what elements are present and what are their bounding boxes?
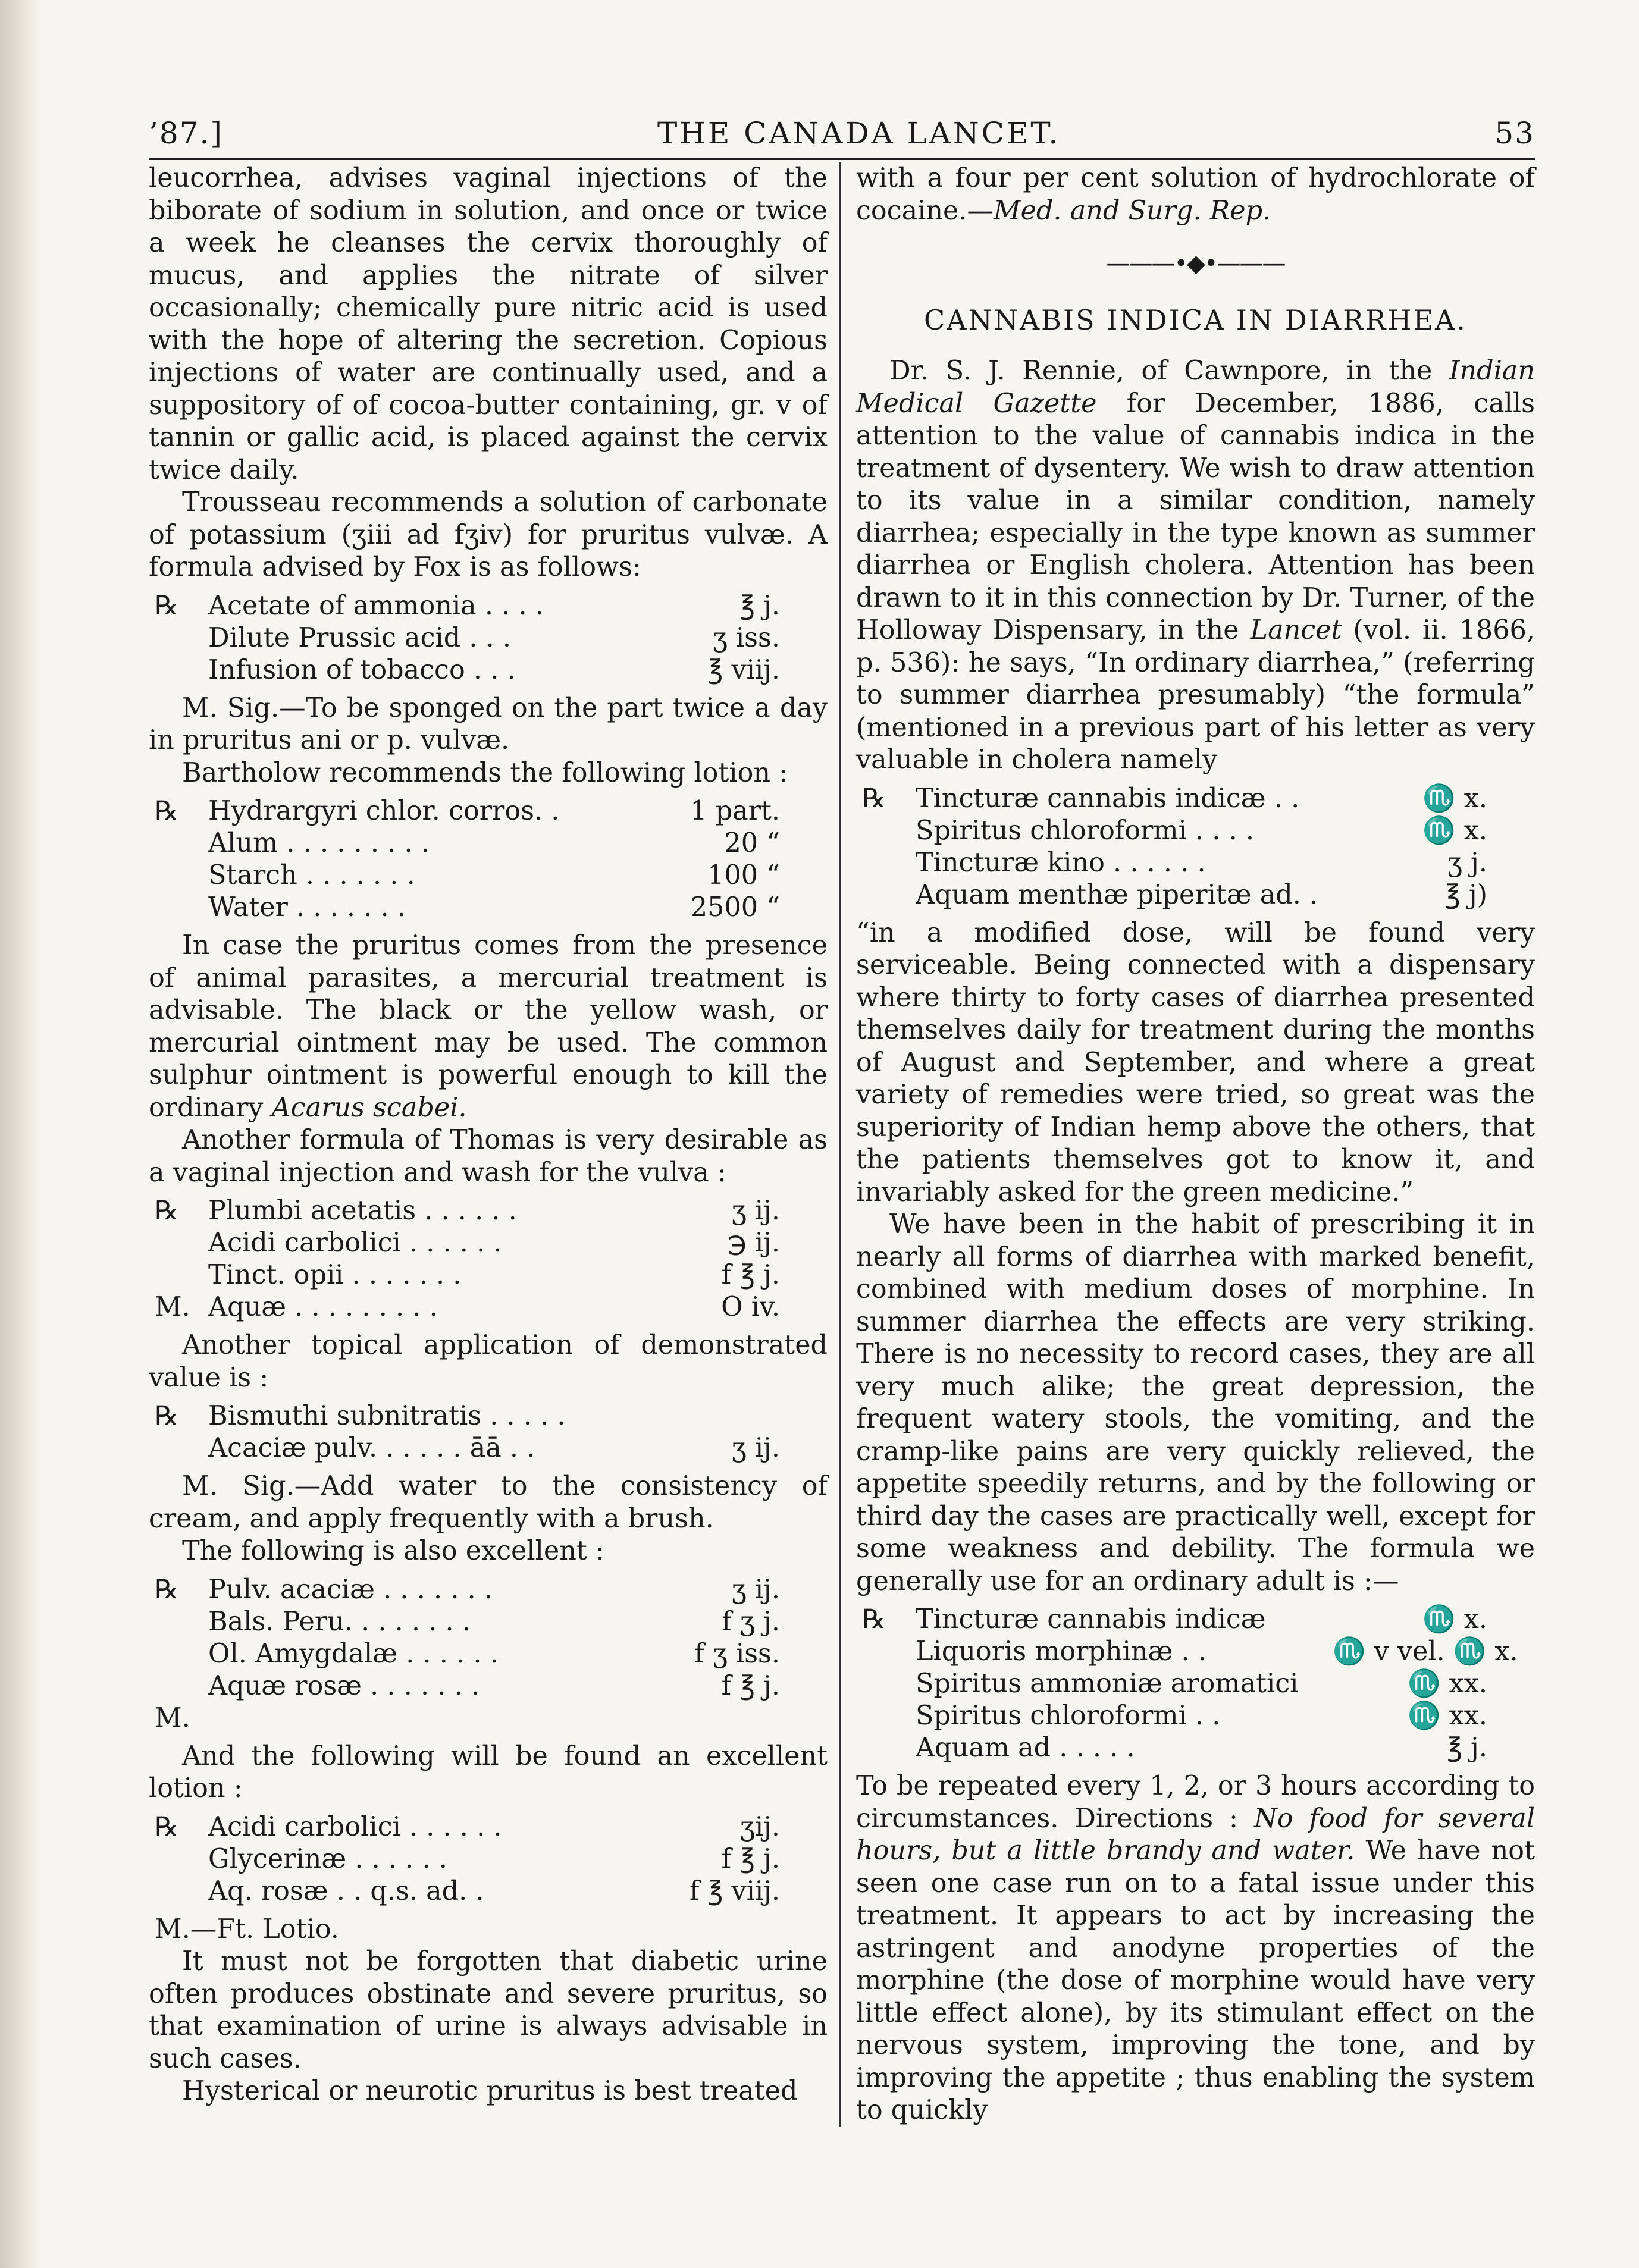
ingredient-name: Glycerinæ . . . . . . (208, 1843, 447, 1874)
ingredient-quantity: f ℥ j. (721, 1670, 781, 1701)
prescription-row (856, 1732, 1535, 1764)
rx-symbol: ℞ (861, 783, 886, 814)
paragraph: Dr. S. J. Rennie, of Cawnpore, in the Indian Medical Gazette for December, 1886, calls attention to the value of cannabis indica in the treatment of dysentery. We wish to draw attention to its value in a similar condition, namely diarrhea; especially in the type known as summer diarrhea or English cholera. Attention has been drawn to it in this connection by Dr. Turner, of the Holloway Dispensary, in the Lancet (vol. ii. 1866, p. 536): he says, “In ordinary diarrhea,” (referring to summer diarrhea presumably) “the formula” (mentioned in a previous part of his letter as very valuable in cholera namely (855, 356, 1535, 775)
ingredient-name: Aquæ . . . . . . . . . (208, 1292, 438, 1322)
ingredient-name: Tincturæ cannabis indicæ (915, 1604, 1266, 1635)
paragraph: The following is also excellent : (182, 1536, 604, 1566)
ingredient-quantity: ʒ ij. (731, 1433, 781, 1463)
ingredient-quantity: ʒ ij. (731, 1574, 781, 1605)
ingredient-quantity: ʒ iss. (712, 622, 781, 653)
ingredient-quantity: 20 “ (724, 828, 781, 858)
prescription-row (149, 1875, 828, 1908)
ingredient-quantity: f ℥ j. (721, 1843, 781, 1874)
ingredient-name: Acidi carbolici . . . . . . (208, 1228, 502, 1258)
prescription-row (856, 815, 1535, 847)
ingredient-name: Bals. Peru. . . . . . . . (208, 1606, 471, 1637)
running-header (149, 116, 1535, 160)
paragraph: M.—Ft. Lotio. (155, 1913, 339, 1944)
ingredient-name: Liquoris morphinæ . . (915, 1636, 1206, 1667)
citation: Med. and Surg. Rep. (994, 195, 1271, 226)
paragraph: “in a modified dose, will be found very serviceable. Being connected with a dispensary where thirty to forty cases of diarrhea presented themselves daily for treatment during the months of August and September, and where a great variety of remedies were tried, so great was the superiority of Indian hemp above the others, that the patients themselves got to know it, and invariably asked for the green medicine.” (855, 917, 1535, 1207)
ingredient-quantity: O iv. (721, 1292, 781, 1322)
ingredient-quantity: ʒij. (739, 1811, 781, 1842)
prescription-row (149, 1670, 828, 1702)
ingredient-quantity: 1 part. (690, 796, 781, 826)
paragraph: M. Sig.—To be sponged on the part twice a day in pruritus ani or p. vulvæ. (149, 692, 828, 755)
ingredient-name: Starch . . . . . . . (208, 860, 415, 890)
prescription-row (149, 1227, 828, 1259)
rx-symbol: ℞ (155, 1811, 178, 1842)
paragraph: Trousseau recommends a solution of carbonate of potassium (ʒiii ad fʒiv) for pruritus vulvæ. A formula advised by Fox is as follows: (149, 487, 828, 582)
prescription-row (149, 1432, 828, 1464)
columns (149, 162, 1535, 2127)
prescription-row (149, 892, 828, 924)
paragraph: Another formula of Thomas is very desirable as a vaginal injection and wash for the vulva : (149, 1125, 828, 1188)
ingredient-name: Acidi carbolici . . . . . . (208, 1811, 502, 1842)
prescription-row (149, 654, 828, 686)
prescription-row (149, 1606, 828, 1638)
ingredient-name: Aquam ad . . . . . (915, 1733, 1135, 1763)
ingredient-name: Hydrargyri chlor. corros. . (208, 796, 560, 826)
page-gutter (0, 0, 42, 2268)
prescription-row (149, 1259, 828, 1291)
prescription-row (149, 859, 828, 892)
prescription (149, 795, 828, 924)
ingredient-name: Acetate of ammonia . . . . (208, 590, 544, 621)
ingredient-quantity: ♏ xx. (1408, 1668, 1487, 1699)
prescription-row (149, 1400, 828, 1432)
ingredient-name: Tinct. opii . . . . . . . (208, 1260, 462, 1290)
right-column (841, 162, 1535, 2127)
paragraph: In case the pruritus comes from the presence of animal parasites, a mercurial treatment is advisable. The black or the yellow wash, or mercurial ointment may be used. The common sulphur ointment is powerful enough to kill the ordinary Acarus scabei. (149, 930, 828, 1123)
paragraph: Hysterical or neurotic pruritus is best treated (182, 2076, 798, 2106)
rx-symbol: M. (155, 1702, 190, 1733)
ingredient-name: Tincturæ cannabis indicæ . . (915, 783, 1300, 814)
prescription-row (149, 1291, 828, 1323)
ingredient-quantity: 100 “ (707, 860, 781, 890)
ingredient-quantity: f ʒ iss. (694, 1638, 781, 1669)
rx-symbol: ℞ (155, 796, 178, 826)
paragraph: We have been in the habit of prescribing it in nearly all forms of diarrhea with marked benefit, combined with medium doses of morphine. In summer diarrhea the effects are very striking. There is no necessity to record cases, they are all very much alike; the great depression, the frequent watery stools, the vomiting, and the cramp-like pains are very quickly relieved, the appetite speedily returns, and by the following or third day the cases are practically well, except for some weakness and debility. The formula we generally use for an ordinary adult is :— (855, 1209, 1535, 1596)
paragraph: leucorrhea, advises vaginal injections of the biborate of sodium in solution, and once or twice a week he cleanses the cervix thoroughly of mucus, and applies the nitrate of silver occasionally; chemically pure nitric acid is used with the hope of altering the secretion. Copious injections of water are continually used, and a suppository of of cocoa-butter containing, gr. v of tannin or gallic acid, is placed against the cervix twice daily. (149, 163, 828, 485)
ingredient-name: Spiritus ammoniæ aromatici (915, 1668, 1299, 1699)
prescription (856, 1604, 1535, 1764)
prescription-row (149, 1843, 828, 1875)
prescription-row (856, 1636, 1535, 1668)
prescription-row (856, 1668, 1535, 1700)
prescription-row (856, 1700, 1535, 1732)
ingredient-quantity: f ℥ viij. (690, 1875, 781, 1906)
header-year: ’87.] (149, 116, 223, 150)
ingredient-name: Aquam menthæ piperitæ ad. . (915, 879, 1318, 910)
prescription (149, 1811, 828, 1908)
ingredient-name: Water . . . . . . . (208, 892, 406, 923)
paragraph: And the following will be found an excellent lotion : (149, 1740, 828, 1803)
ingredient-name: Pulv. acaciæ . . . . . . . (208, 1574, 493, 1605)
ingredient-quantity: f ℥ j. (721, 1260, 781, 1290)
ingredient-name: Dilute Prussic acid . . . (208, 622, 512, 653)
paragraph: with a four per cent solution of hydrochlorate of cocaine.—Med. and Surg. Rep. (855, 163, 1535, 226)
ingredient-name: Aq. rosæ . . q.s. ad. . (208, 1875, 484, 1906)
prescription (856, 783, 1535, 911)
ingredient-quantity: f ʒ j. (722, 1606, 781, 1637)
ingredient-quantity: ℥ viij. (707, 654, 781, 685)
rx-symbol: ℞ (155, 1401, 178, 1431)
ingredient-quantity: ℥ j. (1447, 1733, 1487, 1763)
prescription-row (856, 1604, 1535, 1636)
rx-symbol: ℞ (155, 590, 178, 621)
prescription (149, 1400, 828, 1464)
prescription (149, 1574, 828, 1734)
paragraph: M. Sig.—Add water to the consistency of cream, and apply frequently with a brush. (149, 1471, 828, 1534)
prescription-row (856, 879, 1535, 911)
prescription-row (856, 783, 1535, 815)
prescription-row (149, 1638, 828, 1670)
page-number: 53 (1494, 116, 1535, 150)
prescription-row (149, 795, 828, 827)
ingredient-quantity: ʒ j. (1447, 847, 1487, 878)
ingredient-quantity: ℥ j. (739, 590, 781, 621)
rx-symbol: ℞ (155, 1196, 178, 1226)
ingredient-quantity: ℈ ij. (728, 1228, 781, 1258)
ingredient-name: Spiritus chloroformi . . (915, 1701, 1221, 1731)
left-column (149, 162, 839, 2127)
rx-symbol: M. (155, 1292, 190, 1322)
prescription-row (856, 847, 1535, 879)
ingredient-name: Alum . . . . . . . . . (208, 828, 430, 858)
ingredient-quantity: ♏ xx. (1408, 1701, 1487, 1731)
journal-title: THE CANADA LANCET. (657, 116, 1061, 150)
page (149, 116, 1535, 2127)
paragraph: To be repeated every 1, 2, or 3 hours according to circumstances. Directions : No food for several hours, but a little brandy and water. We have not seen one case run on to a fatal issue under this treatment. It appears to act by increasing the astringent and anodyne properties of the morphine (the dose of morphine would have very little effect alone), by its stimulant effect on the nervous system, improving the tone, and by improving the appetite ; thus enabling the system to quickly (855, 1771, 1535, 2125)
rx-symbol: ℞ (861, 1604, 886, 1635)
ingredient-quantity: ♏ x. (1422, 815, 1487, 846)
ingredient-quantity: ʒ ij. (731, 1196, 781, 1226)
ingredient-name: Acaciæ pulv. . . . . . āā . . (208, 1433, 535, 1463)
prescription-row (149, 1574, 828, 1606)
italic-term: Acarus scabei. (271, 1092, 467, 1123)
prescription-row (149, 1702, 828, 1734)
ingredient-name: Tincturæ kino . . . . . . (915, 847, 1206, 878)
prescription-row (149, 590, 828, 622)
paragraph: It must not be forgotten that diabetic urine often produces obstinate and severe pruritus, so that examination of urine is always advisable in such cases. (149, 1946, 828, 2074)
prescription-row (149, 1811, 828, 1843)
ingredient-name: Bismuthi subnitratis . . . . . (208, 1401, 566, 1431)
prescription-row (149, 622, 828, 654)
ingredient-quantity: ♏ v vel. ♏ x. (1333, 1636, 1518, 1667)
prescription (149, 1195, 828, 1323)
ingredient-name: Plumbi acetatis . . . . . . (208, 1196, 517, 1226)
ingredient-name: Ol. Amygdalæ . . . . . . (208, 1638, 499, 1669)
paragraph: Bartholow recommends the following lotion : (182, 757, 788, 788)
paragraph: Another topical application of demonstrated value is : (149, 1330, 828, 1393)
ingredient-name: Infusion of tobacco . . . (208, 654, 516, 685)
section-separator: ———•◆•——— (1106, 250, 1285, 277)
prescription (149, 590, 828, 686)
ingredient-quantity: ♏ x. (1422, 783, 1487, 814)
prescription-row (149, 827, 828, 859)
ingredient-quantity: ℥ j) (1444, 879, 1487, 910)
ingredient-quantity: 2500 “ (690, 892, 781, 923)
prescription-row (149, 1195, 828, 1227)
rx-symbol: ℞ (155, 1574, 178, 1605)
ingredient-name: Spiritus chloroformi . . . . (915, 815, 1255, 846)
ingredient-quantity: ♏ x. (1422, 1604, 1487, 1635)
article-heading: CANNABIS INDICA IN DIARRHEA. (924, 303, 1467, 336)
ingredient-name: Aquæ rosæ . . . . . . . (208, 1670, 480, 1701)
